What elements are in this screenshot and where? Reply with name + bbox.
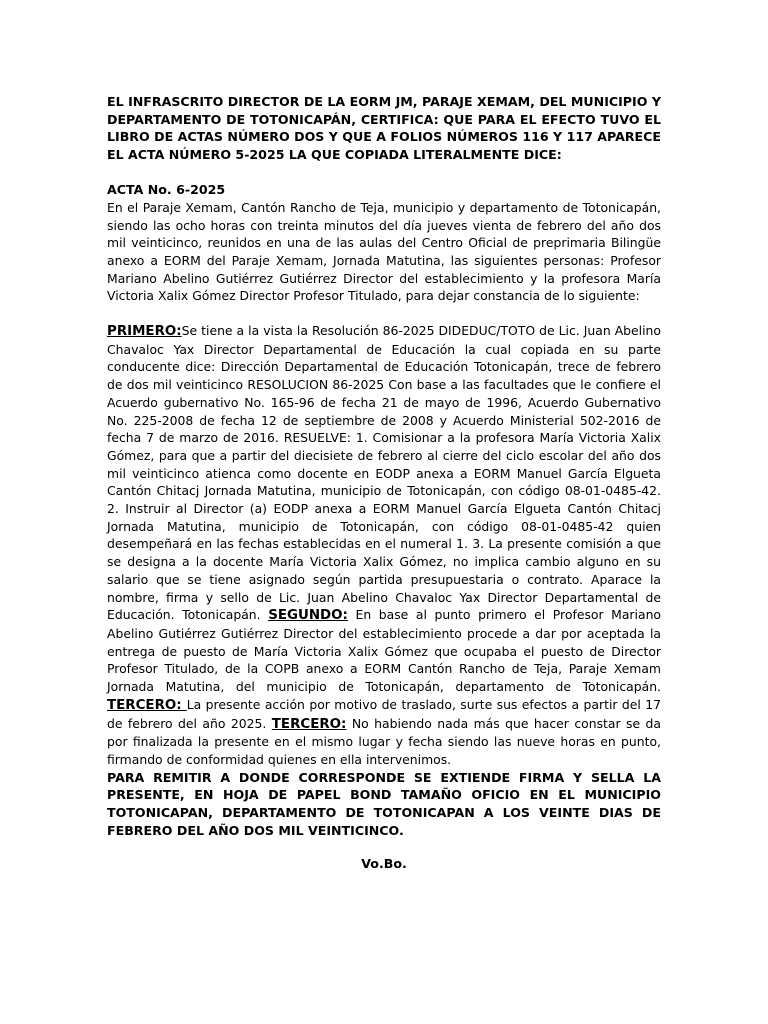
segundo-text: En base al punto primero el Profesor Mariano Abelino Gutiérrez Gutiérrez Director del establecimiento procede a dar por aceptada la entrega de puesto de María Victoria Xalix Gómez que ocupaba el puesto de Director Profesor Titulado, de la COPB anexo a EORM Cantón Rancho de Teja, Paraje Xemam Jornada Matutina, del municipio de Totonicapán, departamento de Totonicapán. xyxy=(107,607,661,695)
document-page xyxy=(107,93,661,871)
acta-intro: En el Paraje Xemam, Cantón Rancho de Teja, municipio y departamento de Totonicapán, siendo las ocho horas con treinta minutos del día jueves vienta de febrero del año dos mil veinticinco, reunidos en una de las aulas del Centro Oficial de preprimaria Bilingüe anexo a EORM del Paraje Xemam, Jornada Matutina, las siguientes personas: Profesor Mariano Abelino Gutiérrez Gutiérrez Director del establecimiento y la profesora María Victoria Xalix Gómez Director Profesor Titulado, para dejar constancia de lo siguiente: xyxy=(107,199,661,304)
segundo-label: SEGUNDO: xyxy=(268,608,348,624)
vobo-label: Vo.Bo. xyxy=(361,856,407,872)
tercero-label: TERCERO: xyxy=(107,697,187,713)
certification-heading: EL INFRASCRITO DIRECTOR DE LA EORM JM, PARAJE XEMAM, DEL MUNICIPIO Y DEPARTAMENTO DE TOTONICAPÁN, CERTIFICA: QUE PARA EL EFECTO TUVO EL LIBRO DE ACTAS NÚMERO DOS Y QUE A FOLIOS NÚMEROS 116 Y 117 APARECE EL ACTA NÚMERO 5-2025 LA QUE COPIADA LITERALMENTE DICE: xyxy=(107,94,661,163)
closing-statement: PARA REMITIR A DONDE CORRESPONDE SE EXTIENDE FIRMA Y SELLA LA PRESENTE, EN HOJA DE PAPEL BOND TAMAÑO OFICIO EN EL MUNICIPIO TOTONICAPAN, DEPARTAMENTO DE TOTONICAPAN A LOS VEINTE DIAS DE FEBRERO DEL AÑO DOS MIL VEINTICINCO. xyxy=(107,769,661,838)
spacer xyxy=(107,305,661,322)
acta-title: ACTA No. 6-2025 xyxy=(107,181,226,197)
tercero2-label: TERCERO: xyxy=(271,716,347,732)
primero-label: PRIMERO: xyxy=(107,324,182,340)
primero-text: Se tiene a la vista la Resolución 86-2025 DIDEDUC/TOTO de Lic. Juan Abelino Chavaloc Yax Director Departamental de Educación la cual copiada en su parte conducente dice: Dirección Departamental de Educación Totonicapán, trece de febrero de dos mil veinticinco RESOLUCION 86-2025 Con base a las facultades que le confiere el Acuerdo gubernativo No. 165-96 de fecha 21 de mayo de 1996, Acuerdo Gubernativo No. 225-2008 de fecha 12 de septiembre de 2008 y Acuerdo Ministerial 502-2016 de fecha 7 de marzo de 2016. RESUELVE: 1. Comisionar a la profesora María Victoria Xalix Gómez, para que a partir del diecisiete de febrero al cierre del ciclo escolar del año dos mil veinticinco atienca como docente en EODP anexa a EORM Manuel García Elgueta Cantón Chitacj Jornada Matutina, municipio de Totonicapán, con código 08-01-0485-42. 2. Instruir al Director (a) EODP anexa a EORM Manuel García Elgueta Cantón Chitacj Jornada Matutina, municipio de Totonicapán, con código 08-01-0485-42 quien desempeñará en las fechas establecidas en el numeral 1. 3. La presente comisión a que se designa a la docente María Victoria Xalix Gómez, no implica cambio alguno en su salario que se tiene asignado según partida presupuestaria o contrato. Aparace la nombre, firma y sello de Lic. Juan Abelino Chavaloc Yax Director Departamental de Educación. Totonicapán. xyxy=(107,323,661,623)
acta-body xyxy=(107,322,661,769)
tercero-text: La presente acción por motivo de traslado, surte sus efectos a partir del 17 de febrero del año 2025. xyxy=(107,696,662,731)
tercero2-text: No habiendo nada más que hacer constar se da por finalizada la presente en el mismo lugar y fecha siendo las nueve horas en punto, firmando de conformidad quienes en ella intervenimos. xyxy=(107,715,661,767)
